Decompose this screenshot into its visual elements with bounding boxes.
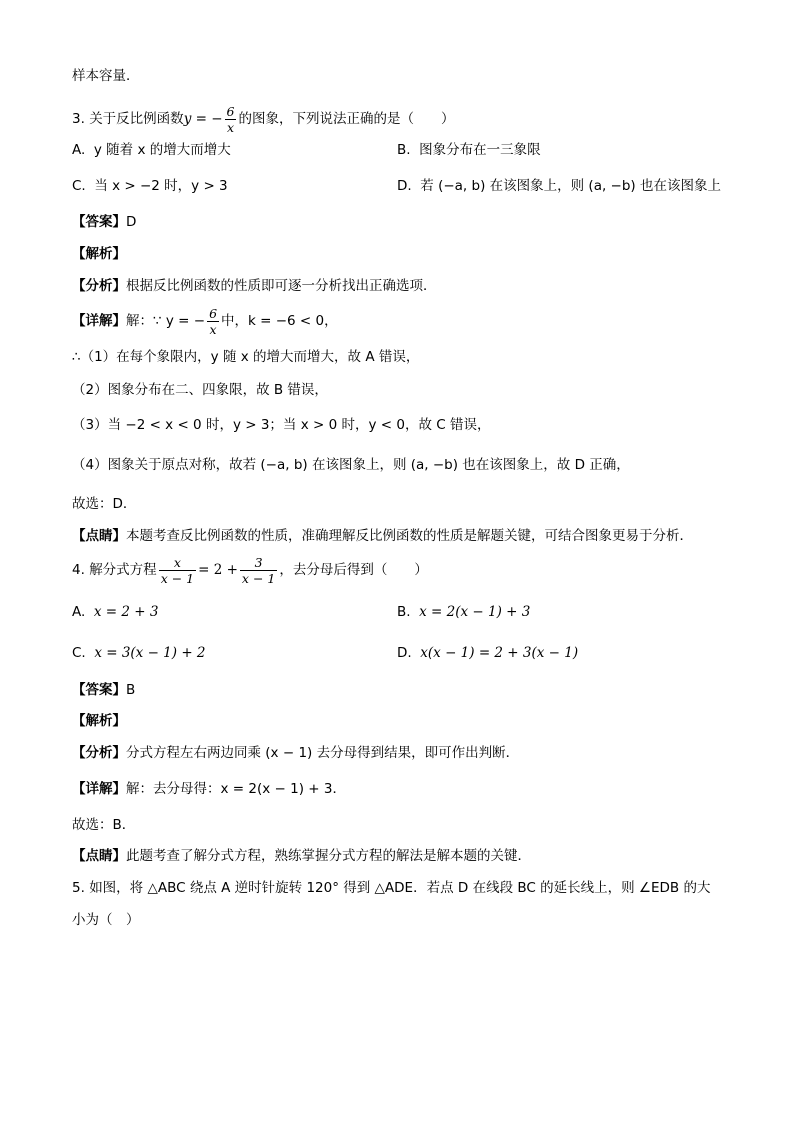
q3-step-3: （3）当 −2 < x < 0 时，y > 3；当 x > 0 时，y < 0，故 C 错误，	[72, 417, 491, 433]
question-5-line-2: 小为（ ）	[72, 912, 140, 928]
q3-answer: 【答案】D	[72, 214, 137, 230]
q4-option-c: C. x = 3(x − 1) + 2	[72, 645, 206, 661]
q3-option-b: B. 图象分布在一三象限	[397, 142, 541, 158]
q4-option-b: B. x = 2(x − 1) + 3	[397, 604, 531, 620]
q3-option-c: C. 当 x > −2 时，y > 3	[72, 178, 228, 194]
q3-step-4: （4）图象关于原点对称，故若 (−a, b) 在该图象上，则 (a, −b) 也在该图象上，故 D 正确，	[72, 457, 630, 473]
question-number: 5.	[72, 880, 85, 896]
q3-option-d: D. 若 (−a, b) 在该图象上，则 (a, −b) 也在该图象上	[397, 178, 721, 194]
q3-xiangjie: 【详解】解：∵ y = − $\frac{6}{x}$ 中，k = −6 < 0，	[72, 305, 338, 337]
q4-dianjing: 【点睛】此题考查了解分式方程，熟练掌握分式方程的解法是解本题的关键．	[72, 848, 531, 864]
fraction: $\frac{3}{x - 1}$	[241, 554, 276, 586]
q3-option-a: A. y 随着 x 的增大而增大	[72, 142, 231, 158]
q3-step-2: （2）图象分布在二、四象限，故 B 错误，	[72, 382, 328, 398]
fraction: $\frac{x}{x - 1}$	[160, 554, 195, 586]
q4-answer: 【答案】B	[72, 682, 136, 698]
intro-text: 样本容量．	[72, 68, 140, 84]
q3-dianjing: 【点睛】本题考查反比例函数的性质，准确理解反比例函数的性质是解题关键，可结合图象更易于分析．	[72, 528, 693, 544]
question-number: 4.	[72, 562, 85, 578]
q3-fenxi: 【分析】根据反比例函数的性质即可逐一分析找出正确选项．	[72, 278, 437, 294]
q4-option-d: D. x(x − 1) = 2 + 3(x − 1)	[397, 645, 579, 661]
question-3-stem: 3. 关于反比例函数y = − $\frac{6}{x}$ 的图象，下列说法正确的是（ ）	[72, 103, 455, 135]
q4-choose: 故选：B．	[72, 817, 136, 833]
question-4-stem: 4. 解分式方程 $\frac{x}{x - 1}$ = 2 + $\frac{3}{x - 1}$ ，去分母后得到（ ）	[72, 554, 428, 586]
q4-option-a: A. x = 2 + 3	[72, 604, 159, 620]
fraction: $\frac{6}{x}$	[226, 103, 235, 135]
q3-choose: 故选：D．	[72, 496, 137, 512]
question-5-line-1: 5. 如图，将 △ABC 绕点 A 逆时针旋转 120° 得到 △ADE．若点 D 在线段 BC 的延长线上，则 ∠EDB 的大	[72, 880, 711, 896]
fraction: $\frac{6}{x}$	[209, 305, 218, 337]
q4-xiangjie: 【详解】解：去分母得：x = 2(x − 1) + 3．	[72, 781, 346, 797]
q3-analysis-heading: 【解析】	[72, 246, 126, 262]
q3-step-1: ∴（1）在每个象限内，y 随 x 的增大而增大，故 A 错误，	[72, 349, 420, 365]
q4-fenxi: 【分析】分式方程左右两边同乘 (x − 1) 去分母得到结果，即可作出判断．	[72, 745, 520, 761]
question-number: 3.	[72, 111, 85, 127]
q4-analysis-heading: 【解析】	[72, 713, 126, 729]
